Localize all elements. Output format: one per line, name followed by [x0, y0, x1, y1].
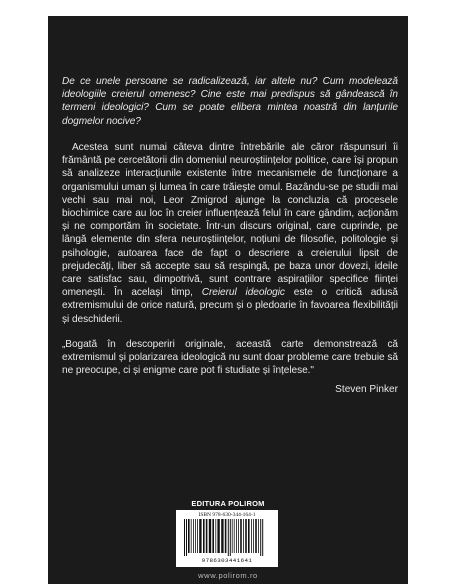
barcode-bar: [212, 519, 214, 553]
barcode-bar: [215, 519, 216, 553]
barcode-bar: [209, 519, 211, 553]
description-paragraph: [62, 141, 398, 326]
barcode-bar: [243, 519, 244, 553]
barcode-bar: [188, 519, 190, 553]
endorsement-quote: „Bogată în descoperiri originale, această carte demonstrează că extremismul și polarizarea ideologică nu sunt doar probleme care trebuie să ne preocupe, ci și enigme care pot fi studiate și înțelese.": [62, 339, 398, 377]
description-part-2: este o critică adusă extremismului de orice natură, precum și o pledoarie în favoarea flexibilității și deschiderii.: [62, 287, 398, 325]
description: [62, 141, 398, 326]
barcode-bar: [225, 519, 227, 553]
barcode-bar: [199, 519, 201, 553]
barcode-bar: [251, 519, 252, 553]
barcode-bar: [195, 519, 196, 553]
barcode-bar: [245, 519, 247, 553]
barcode-bar: [253, 519, 254, 553]
barcode-bar: [191, 519, 192, 553]
barcode-bar: [193, 519, 194, 553]
barcode-bar: [238, 519, 239, 553]
barcode-bar: [258, 519, 259, 553]
barcode-digits: 9786303441641: [201, 557, 253, 564]
barcode-bar: [240, 519, 242, 553]
barcode-bar: [203, 519, 205, 553]
publisher-name: EDITURA POLIROM: [191, 499, 265, 508]
barcode-bar: [217, 519, 219, 553]
book-title: Creierul ideologic: [201, 287, 285, 299]
back-cover: [48, 16, 408, 584]
barcode-bar: [260, 519, 261, 556]
description-part-1: Acestea sunt numai câteva dintre întrebările ale căror răspunsuri îi frământă pe cercetătorii din domeniul neuroștiințelor politice, care își propun să analizeze interacțiunile existente între mecanismele de funcționare a organismului uman și lumea în care trăiește omul. Bazându-se pe studii mai vechi sau mai noi, Leor Zmigrod ajunge la concluzia că procesele biochimice care au loc în creier influențează felul în care gândim, acționăm și ne comportăm în societate. Într-un discurs original, care cuprinde, pe lângă elemente din sfera neuroștiințelor, noțiuni de filosofie, politologie și psihologie, autoarea face de fapt o descriere a creierului lipsit de prejudecăți, liber să accepte sau să respingă, pe baza unor dovezi, ideile care satisfac sau, dimpotrivă, sunt contrare aspirațiilor specifice ființei omenești. În același timp,: [62, 142, 398, 299]
barcode-bar: [221, 519, 223, 553]
barcode-label: [176, 510, 278, 567]
barcode-bar: [236, 519, 237, 553]
barcode-bar: [184, 519, 185, 556]
barcode-bar: [186, 519, 187, 556]
barcode-bar: [248, 519, 250, 553]
barcode-bar: [262, 519, 263, 556]
barcode-bar: [232, 519, 233, 553]
barcode-graphic: [182, 519, 272, 556]
publisher-website: www.polirom.ro: [198, 571, 258, 580]
barcode-bar: [234, 519, 235, 553]
barcode-bar: [230, 519, 231, 556]
quote-author: Steven Pinker: [335, 384, 398, 395]
barcode-bar: [206, 519, 208, 553]
intro-questions: De ce unele persoane se radicalizează, iar altele nu? Cum modelează ideologiile creierul omenesc? Cine este mai predispus să gândească în termeni ideologici? Cum se poate elibera mintea noastră din lanțurile dogmelor nocive?: [62, 76, 398, 127]
barcode-bar: [255, 519, 257, 553]
barcode-bar: [197, 519, 198, 553]
isbn-number: ISBN 978-630-344-164-1: [198, 512, 256, 518]
barcode-bar: [228, 519, 229, 556]
